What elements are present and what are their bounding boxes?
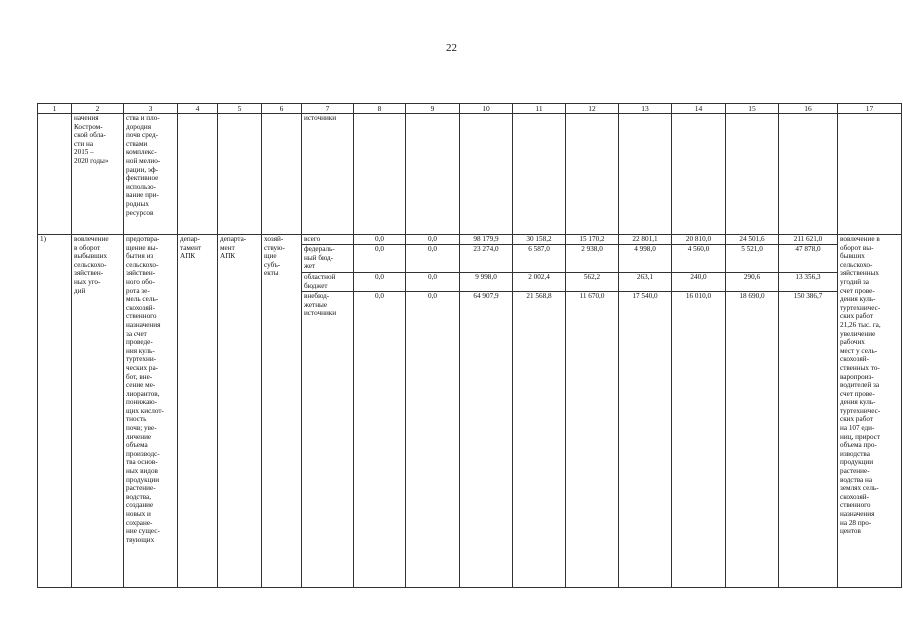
funding-value: 6 587,0 bbox=[513, 245, 565, 273]
funding-value: 15 170,2 bbox=[566, 235, 618, 245]
funding-total: 47 878,0 bbox=[779, 245, 837, 273]
header-cell: 16 bbox=[779, 104, 838, 114]
funding-value: 4 998,0 bbox=[619, 245, 671, 273]
funding-value: 22 801,1 bbox=[619, 235, 671, 245]
header-cell: 13 bbox=[619, 104, 672, 114]
empty-cell bbox=[178, 114, 218, 235]
funding-value: 11 670,0 bbox=[579, 292, 605, 300]
funding-col-8 bbox=[354, 235, 406, 588]
empty-cell bbox=[460, 114, 513, 235]
empty-cell bbox=[354, 114, 406, 235]
header-cell: 5 bbox=[218, 104, 262, 114]
funding-col-13 bbox=[619, 235, 672, 588]
header-cell: 8 bbox=[354, 104, 406, 114]
funding-value: 240,0 bbox=[672, 273, 725, 292]
funding-value: 9 998,0 bbox=[460, 273, 512, 292]
funding-source-label: областной бюджет bbox=[302, 273, 353, 292]
header-cell: 11 bbox=[513, 104, 566, 114]
funding-value: 562,2 bbox=[566, 273, 618, 292]
funding-value: 2 938,0 bbox=[566, 245, 618, 273]
funding-value: 17 540,0 bbox=[632, 292, 658, 300]
empty-cell bbox=[672, 114, 726, 235]
funding-value: 5 521,0 bbox=[726, 245, 778, 273]
header-cell: 12 bbox=[566, 104, 619, 114]
activity-row bbox=[38, 235, 902, 588]
funding-value: 21 568,8 bbox=[526, 292, 552, 300]
funding-col-11 bbox=[513, 235, 566, 588]
funding-value: 0,0 bbox=[375, 292, 384, 300]
funding-col-12 bbox=[566, 235, 619, 588]
funding-value: 2 002,4 bbox=[513, 273, 565, 292]
funding-value: 0,0 bbox=[354, 235, 405, 245]
empty-cell bbox=[262, 114, 302, 235]
funding-source-continuation: источники bbox=[302, 114, 354, 235]
funding-value: 64 907,9 bbox=[473, 292, 499, 300]
header-cell: 9 bbox=[406, 104, 460, 114]
item-number: 1) bbox=[38, 235, 72, 588]
funding-sources-cell bbox=[302, 235, 354, 588]
funding-value: 290,6 bbox=[726, 273, 778, 292]
funding-col-16-total bbox=[779, 235, 838, 588]
expected-result: вовлечение в оборот вы- бывших сельскохо- зяйственных угодий за счет прове- дения куль- туртехничес- ских работ 21,26 тыс. га, увеличение рабочих мест у сель- скохозяй- ственных то- варопроиз- водителей за счет прове- дения куль- туртехничес- ских работ на 107 еди- ниц, прирост объема про- изводства продукции растение- водства на землях сель- скохозяй- ственного назначения на 28 про- центов bbox=[838, 235, 902, 588]
header-cell: 6 bbox=[262, 104, 302, 114]
funding-value: 0,0 bbox=[406, 235, 459, 245]
participants: хозяй- ствую- щие субъ- екты bbox=[262, 235, 302, 588]
column-number-row bbox=[38, 104, 902, 114]
funding-value: 30 158,2 bbox=[513, 235, 565, 245]
funding-total: 211 621,0 bbox=[779, 235, 837, 245]
header-cell: 1 bbox=[38, 104, 72, 114]
funding-value: 263,1 bbox=[619, 273, 671, 292]
activity-purpose: предотвра- щение вы- бытия из сельскохо- зяйствен- ного обо- рота зе- мель сель- скохозяй- ственного назначения за счет проведе- ния куль- туртехни- ческих ра- бот, вне- сение ме- лиорантов, понижаю- щих кислот- тность почв; уве- личение объема производс- тва основ- ных видов продукции растение- водства, создание новых и сохране- ние сущес- твующих bbox=[124, 235, 178, 588]
funding-value: 98 179,9 bbox=[460, 235, 512, 245]
header-cell: 7 bbox=[302, 104, 354, 114]
funding-value: 4 560,0 bbox=[672, 245, 725, 273]
funding-value: 20 810,0 bbox=[672, 235, 725, 245]
funding-value: 0,0 bbox=[406, 245, 459, 273]
empty-cell bbox=[218, 114, 262, 235]
funding-value: 0,0 bbox=[354, 273, 405, 292]
funding-source-label: внебюд- жетные источники bbox=[304, 292, 337, 318]
funding-col-15 bbox=[726, 235, 779, 588]
responsible-executor: депар- тамент АПК bbox=[178, 235, 218, 588]
continuation-row bbox=[38, 114, 902, 235]
header-cell: 2 bbox=[72, 104, 124, 114]
empty-cell bbox=[38, 114, 72, 235]
funding-value: 18 690,0 bbox=[739, 292, 765, 300]
activity-name: вовлечение в оборот выбывших сельскохо- зяйствен- ных уго- дий bbox=[72, 235, 124, 588]
empty-cell bbox=[513, 114, 566, 235]
funding-total: 150 386,7 bbox=[793, 292, 823, 300]
coordinator: департа- мент АПК bbox=[218, 235, 262, 588]
empty-cell bbox=[779, 114, 838, 235]
program-name-continuation: начения Костром- ской обла- сти на 2015 – 2020 годы» bbox=[72, 114, 124, 235]
page-number: 22 bbox=[446, 42, 457, 54]
empty-cell bbox=[406, 114, 460, 235]
header-cell: 15 bbox=[726, 104, 779, 114]
funding-col-10 bbox=[460, 235, 513, 588]
empty-cell bbox=[726, 114, 779, 235]
program-goal-continuation: ства и пло- дородия почв сред- ствами комплекс- ной мелио- рации, эф- фективное использо- вание при- родных ресурсов bbox=[124, 114, 178, 235]
header-cell: 17 bbox=[838, 104, 902, 114]
program-table bbox=[37, 103, 902, 588]
empty-cell bbox=[619, 114, 672, 235]
header-cell: 14 bbox=[672, 104, 726, 114]
funding-value: 16 010,0 bbox=[685, 292, 712, 300]
header-cell: 3 bbox=[124, 104, 178, 114]
funding-value: 0,0 bbox=[428, 292, 437, 300]
funding-value: 0,0 bbox=[406, 273, 459, 292]
funding-col-9 bbox=[406, 235, 460, 588]
funding-value: 23 274,0 bbox=[460, 245, 512, 273]
empty-cell bbox=[566, 114, 619, 235]
funding-value: 24 501,6 bbox=[726, 235, 778, 245]
header-cell: 4 bbox=[178, 104, 218, 114]
funding-total: 13 356,3 bbox=[779, 273, 837, 292]
funding-col-14 bbox=[672, 235, 726, 588]
funding-value: 0,0 bbox=[354, 245, 405, 273]
empty-cell bbox=[838, 114, 902, 235]
funding-source-label: всего bbox=[302, 235, 353, 245]
funding-source-label: федераль- ный бюд- жет bbox=[302, 245, 353, 273]
header-cell: 10 bbox=[460, 104, 513, 114]
